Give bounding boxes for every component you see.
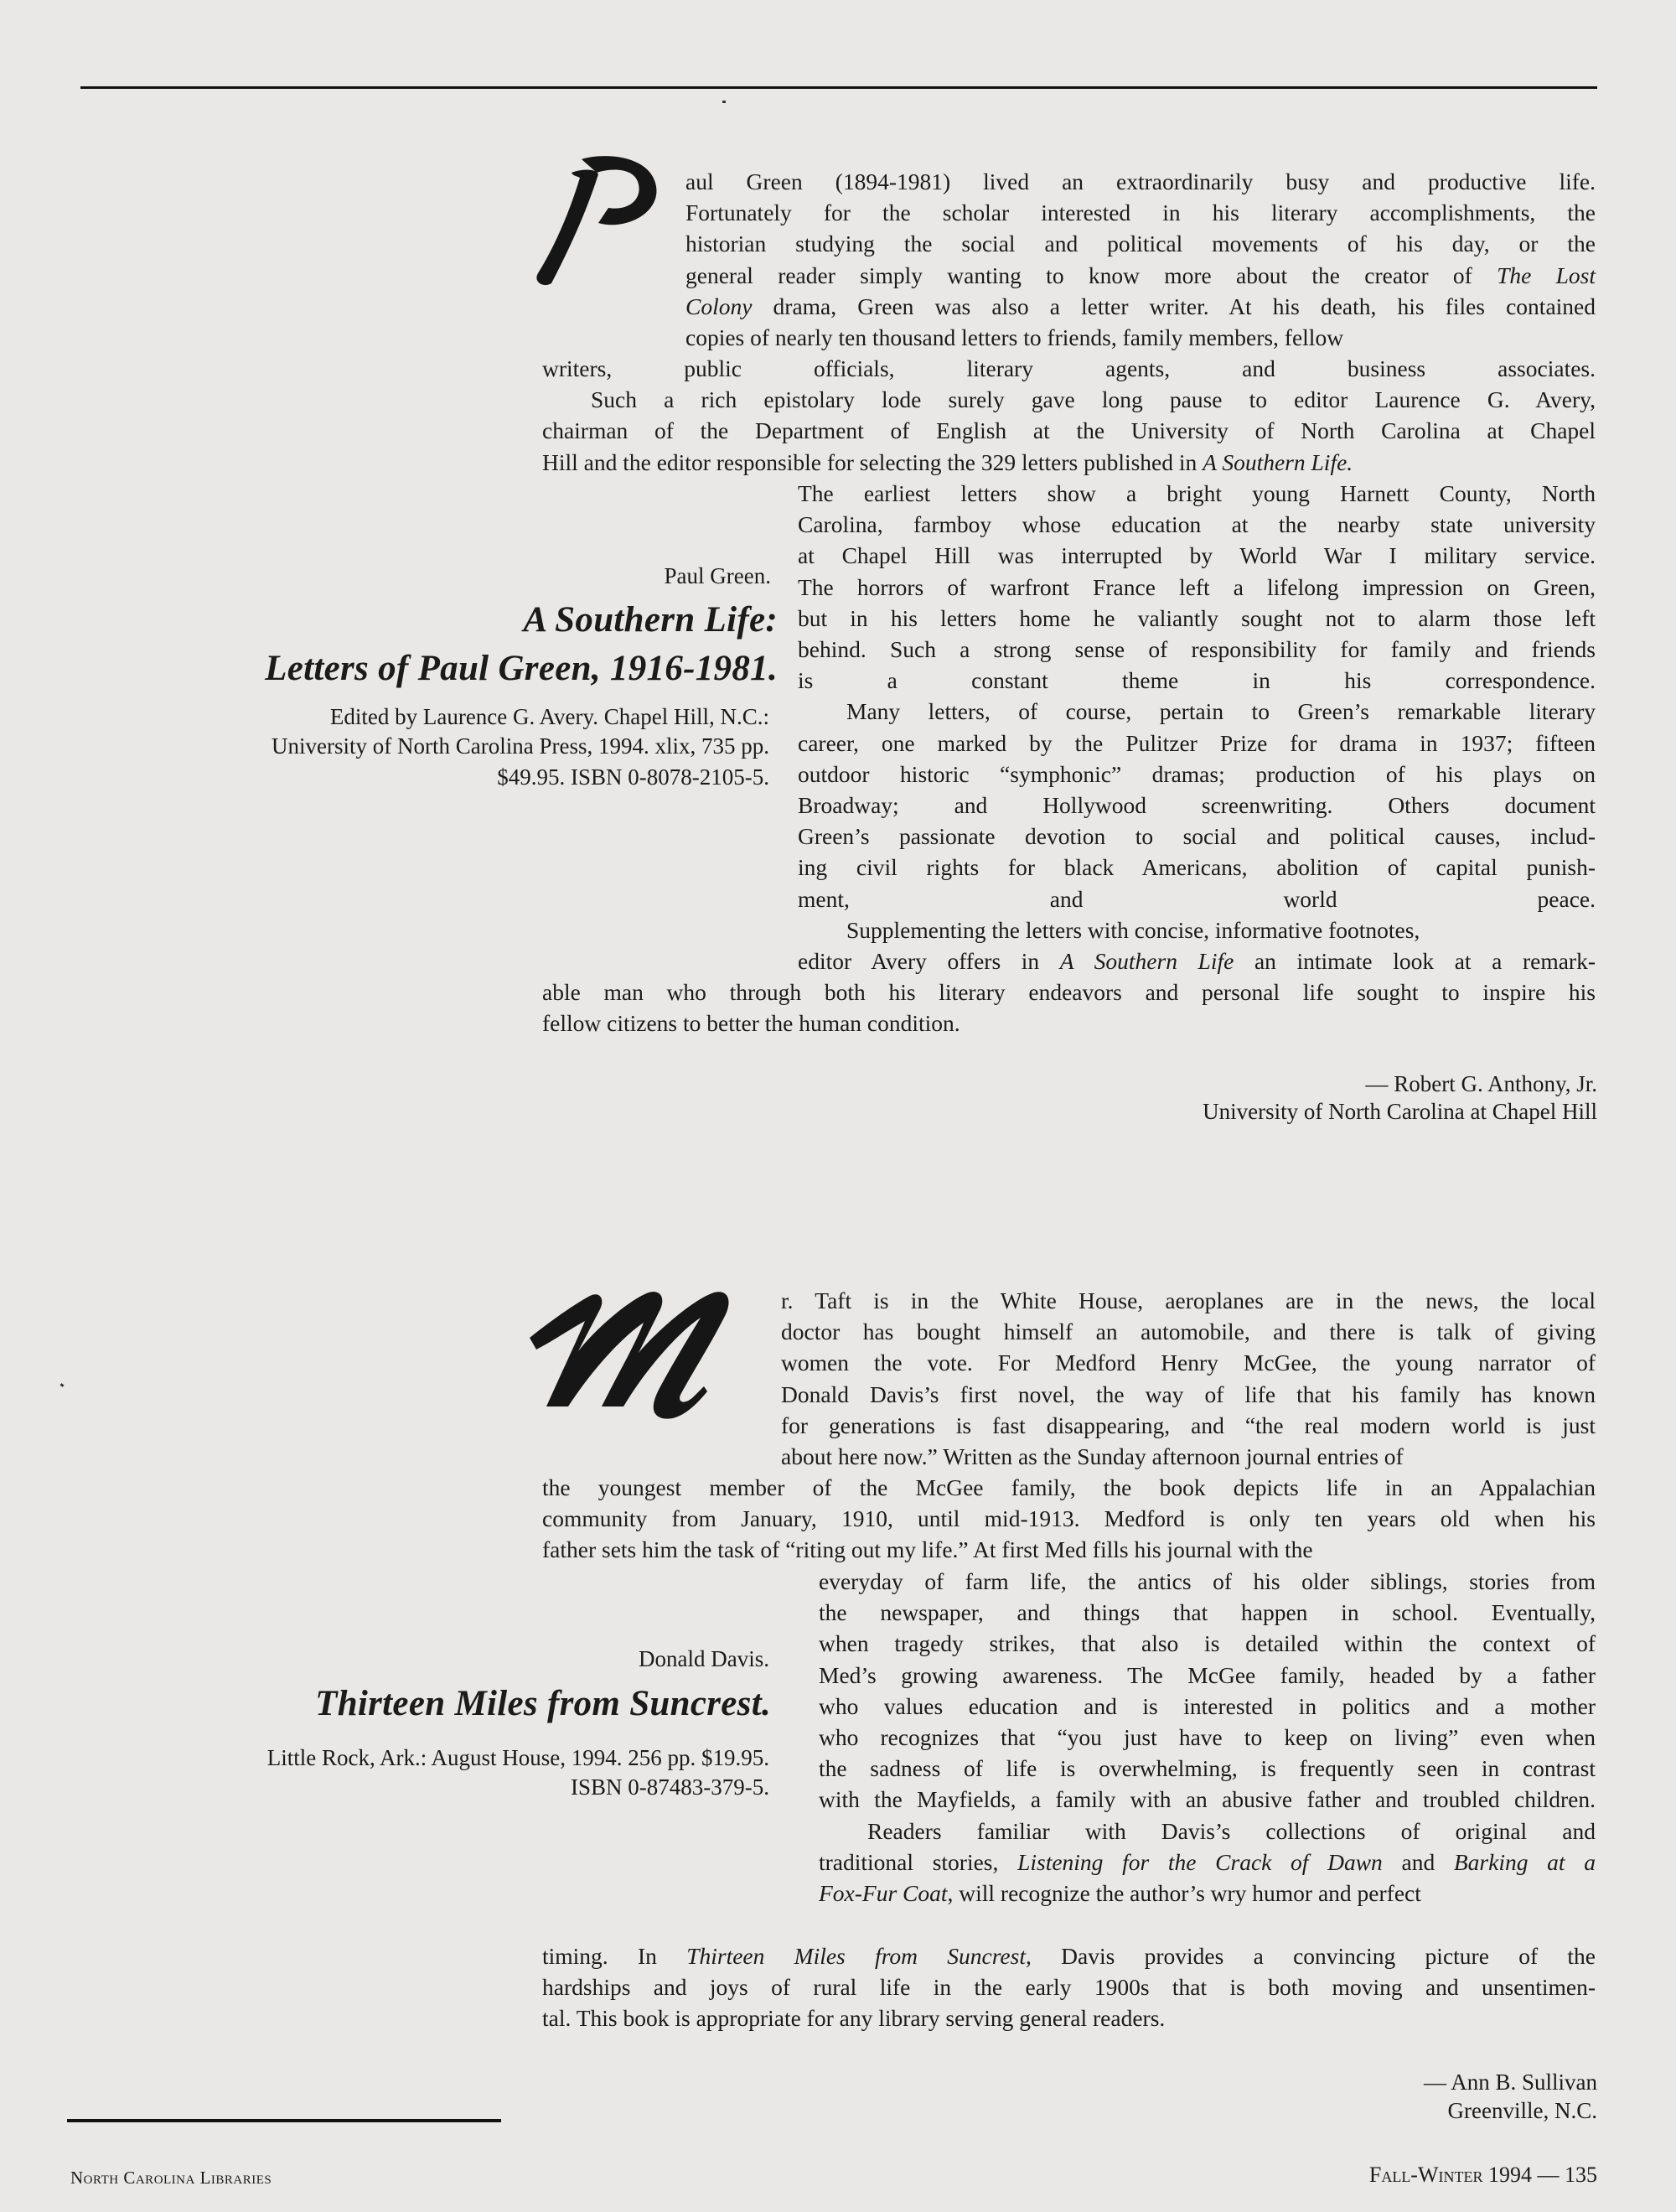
r2-line-21-rest: , will recognize the author’s wry humor and perfect xyxy=(947,1880,1421,1907)
r2-line-7: the youngest member of the McGee family, the book depicts life in an Appalachian xyxy=(542,1474,1596,1500)
dropcap-p xyxy=(521,124,680,292)
r1-italic-colony: Colony xyxy=(685,293,753,319)
r2-italic-listening: Listening for the Crack of Dawn xyxy=(1017,1848,1383,1875)
r1-line-10 xyxy=(542,449,1353,475)
r1-line-1: aul Green (1894-1981) lived an extraordinarily busy and productive life. xyxy=(685,168,1596,194)
r1-line-5 xyxy=(685,293,1596,319)
r1-line-26 xyxy=(542,948,1596,974)
review2-pubinfo-1: Little Rock, Ark.: August House, 1994. 256 pp. $19.95. xyxy=(266,1745,769,1770)
r1-line-18: Many letters, of course, pertain to Green’s remarkable literary xyxy=(846,698,1596,725)
r1-line-26-rest: an intimate look at a remark- xyxy=(1234,948,1596,974)
r1-line-9: chairman of the Department of English at the University of North Carolina at Chapel xyxy=(542,417,1596,444)
review1-pubinfo-3: $49.95. ISBN 0-8078-2105-5. xyxy=(497,764,769,790)
r1-line-27: able man who through both his literary endeavors and personal life sought to inspire his xyxy=(542,979,1596,1006)
dropcap-m xyxy=(513,1247,781,1423)
r2-line-16: the sadness of life is overwhelming, is frequently seen in contrast xyxy=(819,1755,1596,1782)
r1-line-16: behind. Such a strong sense of responsibility for family and friends xyxy=(798,636,1596,663)
r1-line-4 xyxy=(685,262,1596,288)
review1-pubinfo-1: Edited by Laurence G. Avery. Chapel Hill, N.C.: xyxy=(329,704,769,729)
review2-author: Donald Davis. xyxy=(639,1646,769,1671)
r1-line-2: Fortunately for the scholar interested in his literary accomplishments, the xyxy=(685,199,1596,226)
r2-line-10: everyday of farm life, the antics of his older siblings, stories from xyxy=(819,1568,1596,1594)
r2-line-18: children. xyxy=(1514,1786,1596,1813)
r1-line-20: outdoor historic “symphonic” dramas; production of his plays on xyxy=(798,760,1596,787)
r1-line-26-text: editor Avery offers in xyxy=(798,948,1040,974)
r2-line-12: when tragedy strikes, that also is detailed within the context of xyxy=(819,1630,1596,1657)
r2-line-8: community from January, 1910, until mid-1913. Medford is only ten years old when his xyxy=(542,1505,1596,1532)
r1-line-11: The earliest letters show a bright young Harnett County, North xyxy=(798,480,1596,506)
r2-line-20 xyxy=(819,1849,1596,1875)
r2-line-4: Donald Davis’s first novel, the way of life that his family has known xyxy=(781,1381,1596,1407)
review2-affiliation: Greenville, N.C. xyxy=(1447,2098,1597,2123)
r2-italic-foxfur: Fox-Fur Coat xyxy=(819,1880,948,1907)
r2-line-20-text: traditional stories, xyxy=(819,1848,999,1875)
review2-title: Thirteen Miles from Suncrest. xyxy=(315,1684,771,1723)
r1-line-8: Such a rich epistolary lode surely gave long pause to editor Laurence G. Avery, xyxy=(591,386,1596,413)
r2-italic-barking: Barking at a xyxy=(1453,1848,1596,1875)
r1-line-3: historian studying the social and political movements of his day, or the xyxy=(685,231,1596,257)
r2-line-6: about here now.” Written as the Sunday afternoon journal entries of xyxy=(781,1443,1404,1470)
r2-line-22-rest: , Davis provides a convincing picture of the xyxy=(1025,1943,1596,1969)
review2-pubinfo-2: ISBN 0-87483-379-5. xyxy=(571,1774,769,1800)
stray-mark-2 xyxy=(60,1383,65,1387)
r1-line-25: Supplementing the letters with concise, informative footnotes, xyxy=(846,916,1420,943)
r2-line-19: Readers familiar with Davis’s collections of original and xyxy=(867,1817,1596,1844)
r1-line-21: Broadway; and Hollywood screenwriting. Others document xyxy=(798,792,1596,819)
r1-line-17: is a constant theme in his correspondence. xyxy=(798,667,1596,694)
review1-author: Paul Green. xyxy=(664,563,771,588)
r1-line-6: copies of nearly ten thousand letters to friends, family members, fellow xyxy=(685,324,1344,351)
review1-title: A Southern Life: xyxy=(523,600,778,640)
r1-line-19: career, one marked by the Pulitzer Prize for drama in 1937; fifteen xyxy=(798,729,1596,756)
footer-journal-name: North Carolina Libraries xyxy=(70,2168,272,2188)
r1-line-23: ing civil rights for black Americans, abolition of capital punish- xyxy=(798,854,1596,881)
r2-line-17: with the Mayfields, a family with an abusive father and troubled xyxy=(819,1786,1500,1813)
review1-pubinfo-2: University of North Carolina Press, 1994. xlix, 735 pp. xyxy=(272,733,769,759)
r2-line-3: women the vote. For Medford Henry McGee, the young narrator of xyxy=(781,1349,1596,1376)
bottom-rule xyxy=(67,2119,501,2122)
r1-italic-southern-life: A Southern Life. xyxy=(1203,448,1353,475)
r1-line-13: at Chapel Hill was interrupted by World War I military service. xyxy=(798,542,1596,569)
dropcap-p-stroke xyxy=(536,156,656,285)
r1-line-4-text: general reader simply wanting to know more about the creator of xyxy=(685,262,1472,288)
r1-italic-the-lost: The Lost xyxy=(1497,262,1596,288)
r2-line-11: the newspaper, and things that happen in school. Eventually, xyxy=(819,1599,1596,1626)
r1-italic-southern-life-2: A Southern Life xyxy=(1059,948,1234,974)
stray-mark xyxy=(722,101,726,103)
r2-line-22 xyxy=(542,1943,1596,1969)
r2-line-24: tal. This book is appropriate for any library serving general readers. xyxy=(542,2005,1166,2032)
r1-line-7: writers, public officials, literary agents, and business associates. xyxy=(542,355,1596,381)
r2-line-13: Med’s growing awareness. The McGee family, headed by a father xyxy=(819,1661,1596,1688)
r1-line-24: ment, and world peace. xyxy=(798,885,1596,912)
dropcap-m-stroke xyxy=(530,1292,729,1419)
r1-line-22: Green’s passionate devotion to social and political causes, includ- xyxy=(798,823,1596,850)
r1-line-5-text: drama, Green was also a letter writer. At his death, his files contained xyxy=(752,293,1596,319)
r1-line-15: but in his letters home he valiantly sought not to alarm those left xyxy=(798,604,1596,631)
r2-line-15: who recognizes that “you just have to keep on living” even when xyxy=(819,1724,1596,1751)
r2-line-22-text: timing. In xyxy=(542,1943,657,1969)
r2-line-21 xyxy=(819,1880,1421,1906)
r2-and: and xyxy=(1382,1848,1454,1875)
footer-issue-page: Fall-Winter 1994 — 135 xyxy=(1368,2163,1597,2187)
r2-line-1: r. Taft is in the White House, aeroplanes are in the news, the local xyxy=(781,1287,1596,1313)
r2-line-5: for generations is fast disappearing, and “the real modern world is just xyxy=(781,1412,1596,1438)
r2-line-23: hardships and joys of rural life in the early 1900s that is both moving and unsentimen- xyxy=(542,1974,1596,2001)
r1-line-28: fellow citizens to better the human condition. xyxy=(542,1010,960,1037)
r2-line-14: who values education and is interested in politics and a mother xyxy=(819,1692,1596,1719)
r1-line-14: The horrors of warfront France left a lifelong impression on Green, xyxy=(798,573,1596,600)
review1-reviewer: — Robert G. Anthony, Jr. xyxy=(1365,1071,1597,1096)
r1-line-10-text: Hill and the editor responsible for selecting the 329 letters published in xyxy=(542,448,1198,475)
review1-title-2: Letters of Paul Green, 1916-1981. xyxy=(265,649,778,688)
top-rule xyxy=(80,86,1597,89)
r2-line-9: father sets him the task of “riting out my life.” At first Med fills his journal with the xyxy=(542,1536,1313,1563)
r1-line-12: Carolina, farmboy whose education at the nearby state university xyxy=(798,511,1596,538)
r2-line-2: doctor has bought himself an automobile, and there is talk of giving xyxy=(781,1318,1596,1345)
review1-affiliation: University of North Carolina at Chapel Hill xyxy=(1203,1099,1597,1124)
review2-reviewer: — Ann B. Sullivan xyxy=(1423,2070,1597,2095)
r2-italic-thirteen: Thirteen Miles from Suncrest xyxy=(686,1943,1026,1969)
